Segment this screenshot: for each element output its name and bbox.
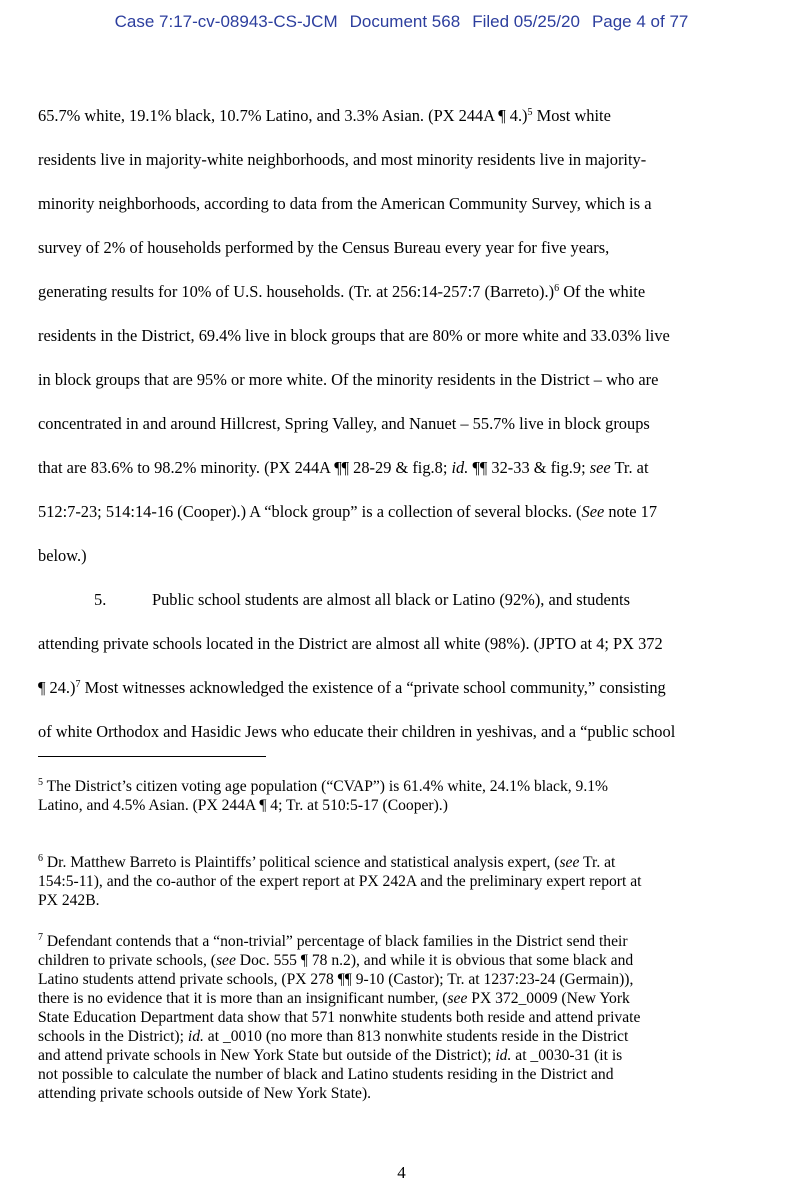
body-line: residents in the District, 69.4% live in block groups that are 80% or more white and 33.03% live	[38, 326, 670, 345]
body-line: generating results for 10% of U.S. households. (Tr. at 256:14-257:7 (Barreto).)$^6$ Of the white	[38, 282, 646, 301]
footnote-6: $^6$ Dr. Matthew Barreto is Plaintiffs’ political science and statistical analysis expert, (see Tr. at 154:5-11), and the co-author of the expert report at PX 242A and the preliminary expert report at PX 242B.	[38, 853, 642, 909]
body-line: attending private schools located in the District are almost all white (98%). (JPTO at 4; PX 372	[38, 634, 663, 653]
court-filing-header	[0, 12, 803, 32]
body-line: minority neighborhoods, according to data from the American Community Survey, which is a	[38, 194, 652, 213]
body-line: residents live in majority-white neighborhoods, and most minority residents live in majority-	[38, 150, 647, 169]
body-line: that are 83.6% to 98.2% minority. (PX 244A ¶¶ 28-29 & fig.8; id. ¶¶ 32-33 & fig.9; see Tr. at	[38, 458, 649, 477]
body-line: of white Orthodox and Hasidic Jews who educate their children in yeshivas, and a “public school	[38, 722, 676, 741]
body-line: concentrated in and around Hillcrest, Spring Valley, and Nanuet – 55.7% live in block groups	[38, 414, 650, 433]
case-number: Case 7:17-cv-08943-CS-JCM	[114, 12, 338, 31]
footnote-divider	[38, 756, 266, 757]
body-line: 65.7% white, 19.1% black, 10.7% Latino, and 3.3% Asian. (PX 244A ¶ 4.)$^5$ Most white	[38, 106, 611, 125]
body-line: 512:7-23; 514:14-16 (Cooper).) A “block group” is a collection of several blocks. (See note 17	[38, 502, 658, 521]
page-number: 4	[397, 1163, 406, 1182]
footnote-7: $^7$ Defendant contends that a “non-trivial” percentage of black families in the District send their children to private schools, (see Doc. 555 ¶ 78 n.2), and while it is obvious that some black and Latino students attend private schools, (PX 278 ¶¶ 9-10 (Castor); Tr. at 1237:23-24 (Germain)), there is no evidence that it is more than an insignificant number, (see PX 372_0009 (New York State Education Department data show that 571 nonwhite students both reside and attend private schools in the District); id. at _0010 (no more than 813 nonwhite students reside in the District and attend private schools in New York State but outside of the District); id. at _0030-31 (it is not possible to calculate the number of black and Latino students residing in the District and attending private schools outside of New York State).	[38, 932, 641, 1102]
body-line: Public school students are almost all black or Latino (92%), and students	[152, 590, 630, 609]
footnote-5: $^5$ The District’s citizen voting age population (“CVAP”) is 61.4% white, 24.1% black, 9.1% Latino, and 4.5% Asian. (PX 244A ¶ 4; Tr. at 510:5-17 (Cooper).)	[38, 777, 609, 814]
body-line: in block groups that are 95% or more white. Of the minority residents in the District – who are	[38, 370, 659, 389]
filed-date: Filed 05/25/20	[472, 12, 580, 31]
body-line: ¶ 24.)$^7$ Most witnesses acknowledged the existence of a “private school community,” consisting	[38, 678, 666, 697]
document-number: Document 568	[349, 12, 461, 31]
page-indicator: Page 4 of 77	[591, 12, 689, 31]
paragraph-number: 5.	[94, 590, 107, 609]
body-line: survey of 2% of households performed by the Census Bureau every year for five years,	[38, 238, 610, 257]
body-line: below.)	[38, 546, 87, 565]
